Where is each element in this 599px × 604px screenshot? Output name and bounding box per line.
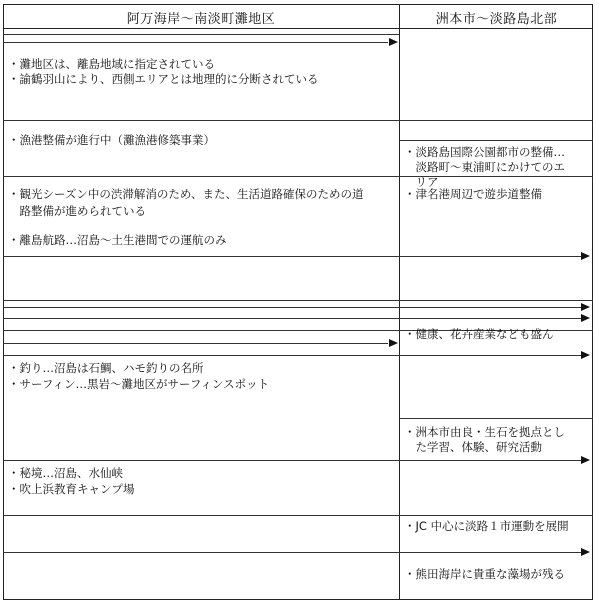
row-arrow-line (3, 307, 581, 308)
right-item: ・津名港周辺で遊歩道整備 (404, 187, 542, 201)
left-item: ・漁港整備が進行中（灘漁港修築事業） (8, 133, 215, 147)
arrow-right-icon (581, 456, 590, 464)
row-separator (3, 120, 593, 121)
left-item: ・秘境…沼島、水仙峡 (8, 466, 123, 480)
left-item: ・観光シーズン中の渋滞解消のため、また、生活道路確保のための道 (8, 187, 364, 201)
right-item: た学習、体験、研究活動 (404, 440, 542, 454)
row-separator (400, 418, 593, 419)
right-item: ・洲本市由良・生石を拠点とし (404, 425, 565, 439)
left-item: ・サーフィン…黒岩～灘地区がサーフィンスポット (8, 377, 270, 391)
arrow-right-icon (581, 351, 590, 359)
row-separator (3, 176, 593, 177)
right-item: ・淡路島国際公園都市の整備… (404, 145, 565, 159)
column-divider (399, 4, 400, 600)
row-arrow-line (3, 318, 581, 319)
row-arrow-line (3, 256, 581, 257)
left-item: ・灘地区は、離島地域に指定されている (8, 57, 215, 71)
row-arrow-line (3, 552, 581, 553)
row-arrow-line (3, 355, 581, 356)
right-item: 淡路町～東浦町にかけてのエ (404, 160, 565, 174)
header-left: 阿万海岸～南淡町灘地区 (126, 12, 276, 27)
header-right: 洲本市～淡路島北部 (435, 12, 558, 27)
comparison-table (3, 4, 593, 600)
arrow-right-icon (389, 38, 398, 46)
arrow-right-icon (581, 314, 590, 322)
left-item: 路整備が進められている (8, 204, 146, 218)
right-item: ・熊田海岸に貴重な藻場が残る (404, 567, 565, 581)
right-item: ・健康、花卉産業なども盛ん (404, 327, 554, 341)
left-item: ・釣り…沼島は石鯛、ハモ釣りの名所 (8, 361, 204, 375)
arrow-right-icon (581, 548, 590, 556)
row-separator (400, 140, 593, 141)
row-separator (3, 515, 593, 516)
right-item: リア (404, 175, 439, 189)
left-item: ・吹上浜教育キャンプ場 (8, 482, 135, 496)
arrow-right-icon (581, 252, 590, 260)
header-separator (3, 28, 593, 29)
row-arrow-line (3, 42, 388, 43)
left-item: ・離島航路…沼島～土生港間での運航のみ (8, 233, 227, 247)
row-separator (3, 34, 399, 35)
row-arrow-line (3, 343, 388, 344)
arrow-right-icon (389, 339, 398, 347)
row-arrow-line (3, 460, 581, 461)
right-item: ・JC 中心に淡路１市運動を展開 (404, 519, 569, 533)
left-item: ・諭鶴羽山により、西側エリアとは地理的に分断されている (8, 72, 319, 86)
row-separator (3, 300, 593, 301)
arrow-right-icon (581, 303, 590, 311)
